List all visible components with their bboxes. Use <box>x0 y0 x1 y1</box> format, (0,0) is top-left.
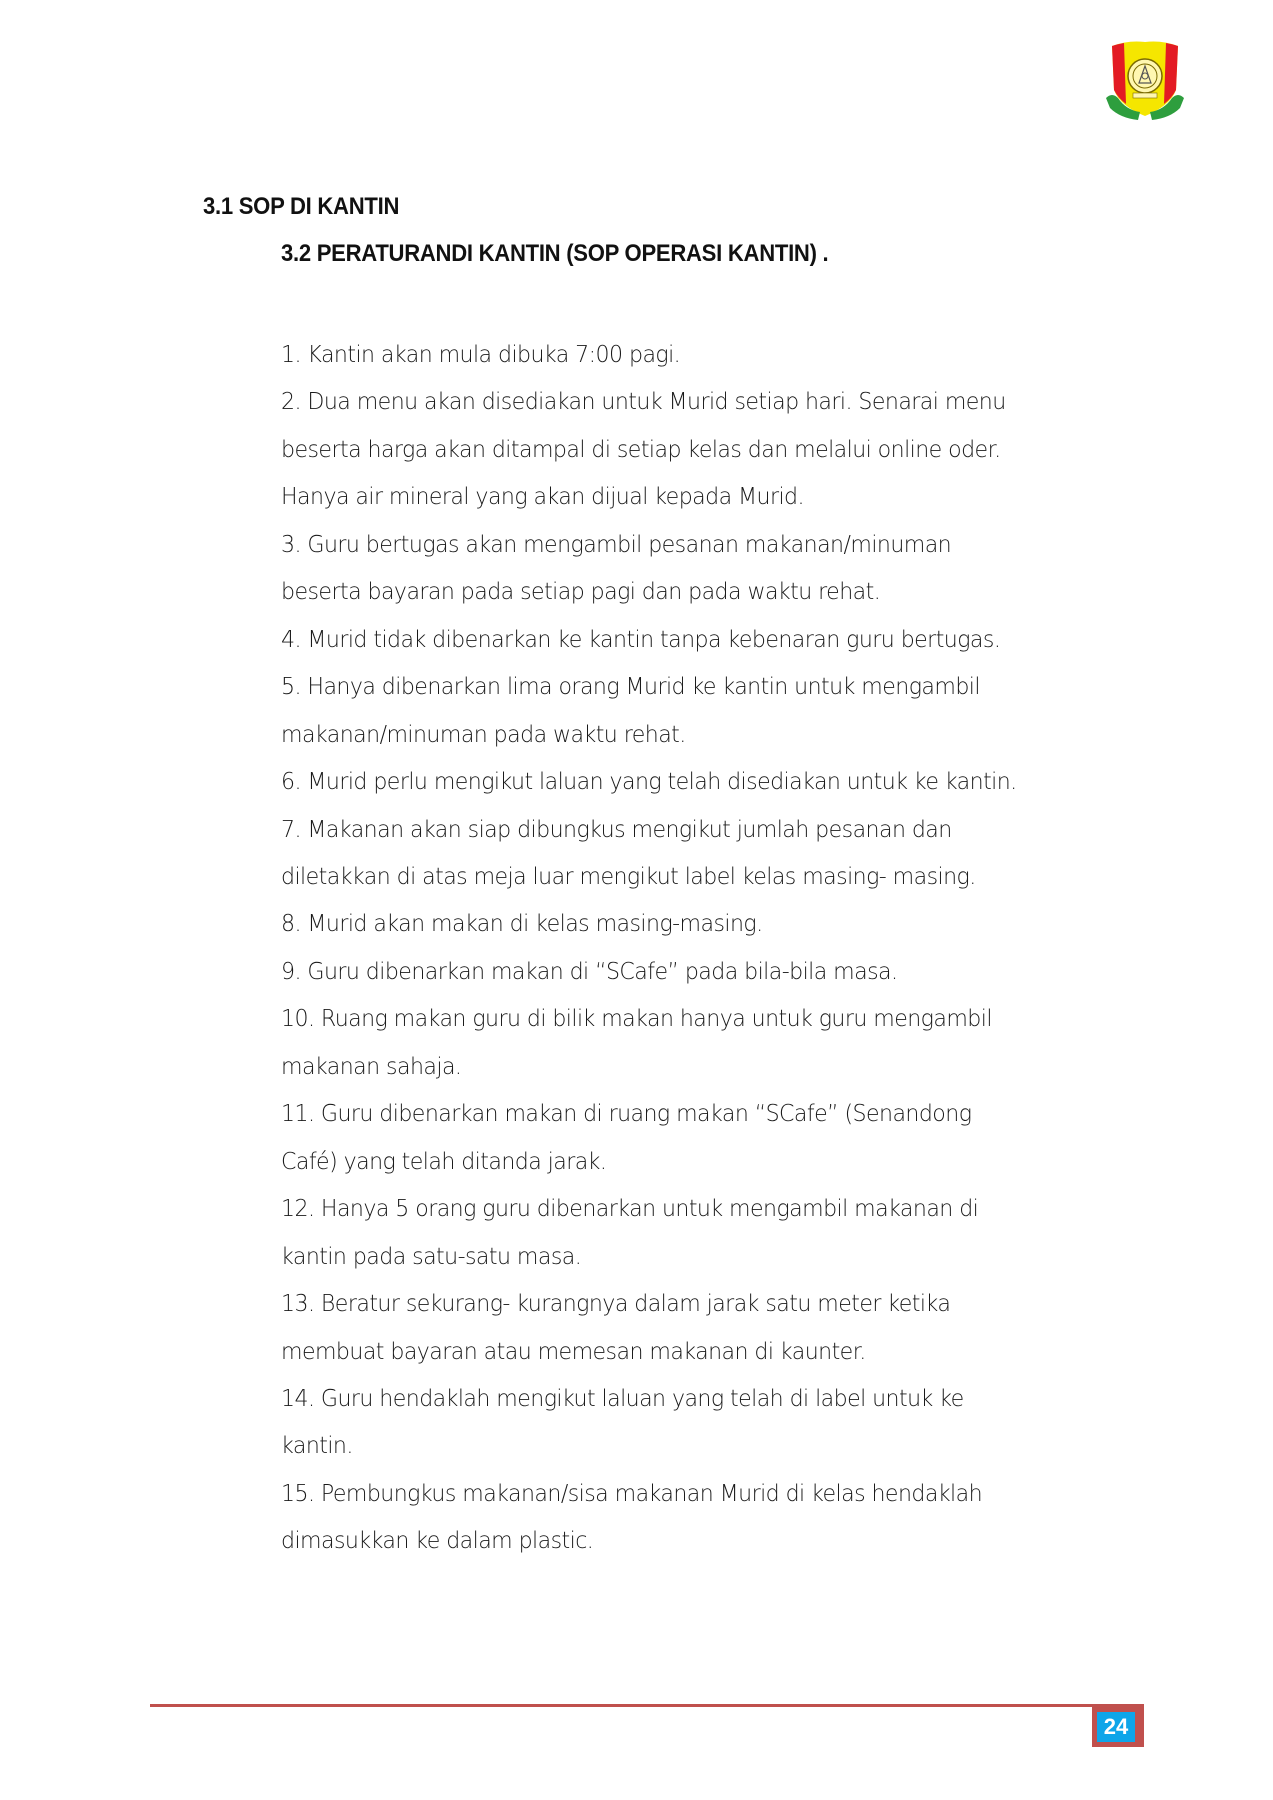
rule-line: 6. Murid perlu mengikut laluan yang telah disediakan untuk ke kantin. <box>281 767 1017 796</box>
rules-list <box>281 331 1181 1565</box>
rule-line: 2. Dua menu akan disediakan untuk Murid setiap hari. Senarai menu <box>281 387 1006 416</box>
rule-line: 3. Guru bertugas akan mengambil pesanan makanan/minuman <box>281 529 952 558</box>
rule-line: makanan/minuman pada waktu rehat. <box>281 719 686 748</box>
rule-line: 14. Guru hendaklah mengikut laluan yang telah di label untuk ke <box>281 1383 964 1412</box>
rule-line: 7. Makanan akan siap dibungkus mengikut jumlah pesanan dan <box>281 814 952 843</box>
rule-line: 8. Murid akan makan di kelas masing-masing. <box>281 909 763 938</box>
school-crest-icon <box>1104 38 1186 124</box>
rule-line: 10. Ruang makan guru di bilik makan hanya untuk guru mengambil <box>281 1004 992 1033</box>
rule-line: 11. Guru dibenarkan makan di ruang makan “SCafe” (Senandong <box>281 1099 972 1128</box>
rule-line: 5. Hanya dibenarkan lima orang Murid ke kantin untuk mengambil <box>281 672 980 701</box>
rule-line: makanan sahaja. <box>281 1051 462 1080</box>
rule-line: 1. Kantin akan mula dibuka 7:00 pagi. <box>281 340 681 368</box>
rule-line: beserta harga akan ditampal di setiap kelas dan melalui online oder. <box>281 434 1001 463</box>
subsection-heading: 3.2 PERATURANDI KANTIN (SOP OPERASI KANTIN) . <box>281 240 829 267</box>
rule-line: 13. Beratur sekurang- kurangnya dalam jarak satu meter ketika <box>281 1289 951 1318</box>
rule-line: beserta bayaran pada setiap pagi dan pada waktu rehat. <box>281 577 881 606</box>
rule-line: 4. Murid tidak dibenarkan ke kantin tanpa kebenaran guru bertugas. <box>281 624 1001 653</box>
rule-line: kantin pada satu-satu masa. <box>281 1241 582 1270</box>
section-heading: 3.1 SOP DI KANTIN <box>203 193 400 220</box>
rule-line: Hanya air mineral yang akan dijual kepada Murid. <box>281 482 804 511</box>
rule-line: diletakkan di atas meja luar mengikut label kelas masing- masing. <box>281 861 976 890</box>
rule-line: kantin. <box>281 1431 353 1460</box>
rule-line: Café) yang telah ditanda jarak. <box>281 1146 607 1175</box>
page-number: 24 <box>1097 1712 1135 1742</box>
rule-line: 9. Guru dibenarkan makan di “SCafe” pada bila-bila masa. <box>281 956 898 985</box>
rule-line: 15. Pembungkus makanan/sisa makanan Murid di kelas hendaklah <box>281 1478 983 1507</box>
rule-line: dimasukkan ke dalam plastic. <box>281 1526 594 1555</box>
rule-line: 12. Hanya 5 orang guru dibenarkan untuk mengambil makanan di <box>281 1194 979 1223</box>
rule-line: membuat bayaran atau memesan makanan di kaunter. <box>281 1336 866 1365</box>
footer-divider <box>150 1704 1143 1707</box>
